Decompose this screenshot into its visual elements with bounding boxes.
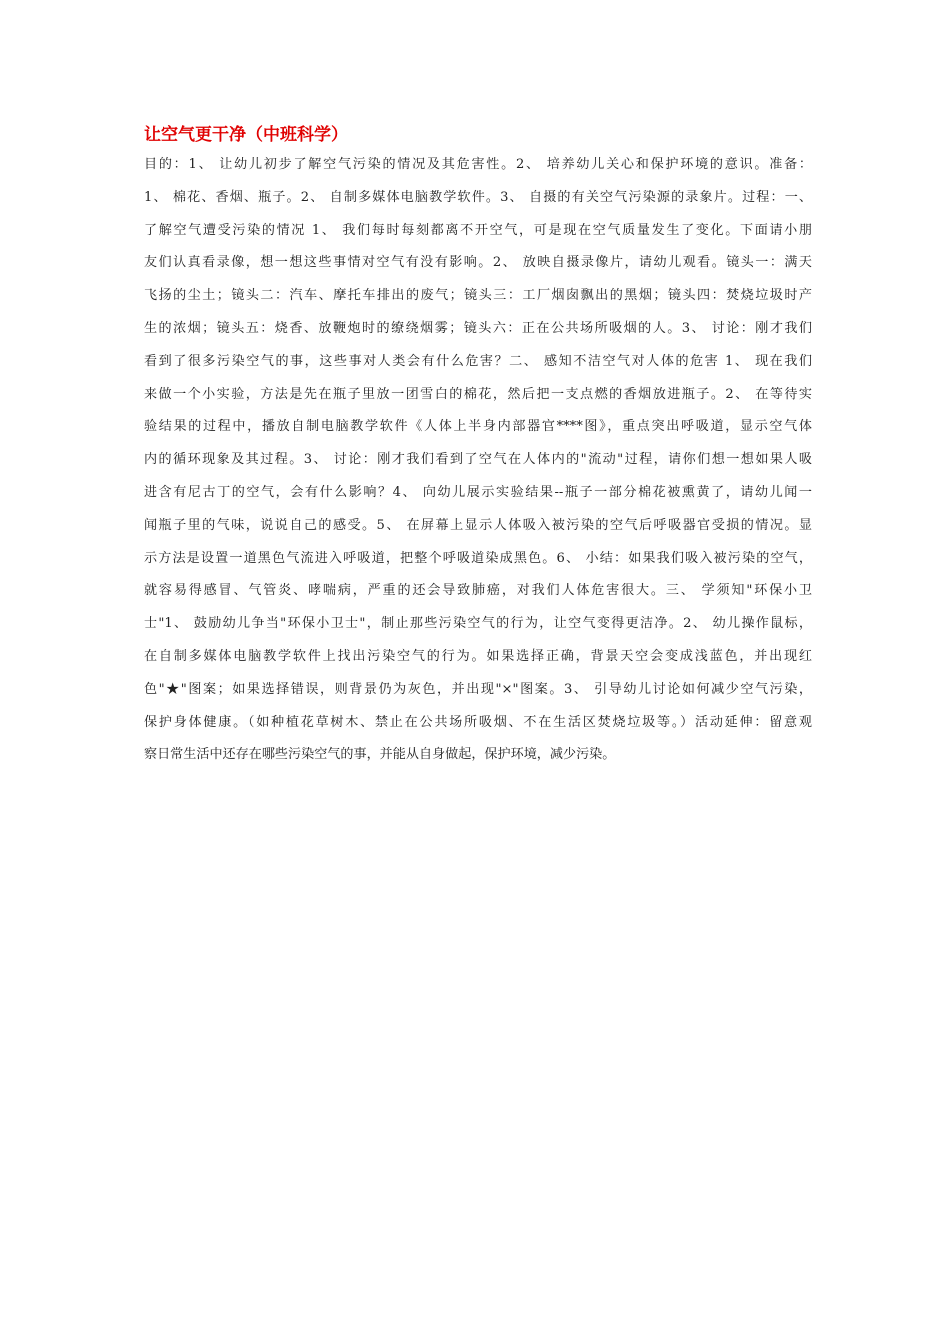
document-title: 让空气更干净（中班科学） bbox=[144, 125, 348, 145]
body-line-12: 闻瓶子里的气味，说说自己的感受。5、 在屏幕上显示人体吸入被污染的空气后呼吸器官受损的情况。显 bbox=[144, 517, 812, 533]
document-body bbox=[144, 149, 812, 772]
body-line-8: 来做一个小实验，方法是先在瓶子里放一团雪白的棉花，然后把一支点燃的香烟放进瓶子。2、 在等待实 bbox=[144, 386, 812, 402]
body-line-16: 在自制多媒体电脑教学软件上找出污染空气的行为。如果选择正确，背景天空会变成浅蓝色，并出现红 bbox=[144, 648, 812, 664]
body-line-15: 士"1、 鼓励幼儿争当"环保小卫士"，制止那些污染空气的行为，让空气变得更洁净。2、 幼儿操作鼠标， bbox=[144, 616, 812, 632]
body-line-3: 了解空气遭受污染的情况 1、 我们每时每刻都离不开空气，可是现在空气质量发生了变化。下面请小朋 bbox=[144, 222, 812, 238]
body-line-2: 1、 棉花、香烟、瓶子。2、 自制多媒体电脑教学软件。3、 自摄的有关空气污染源的录象片。过程：一、 bbox=[144, 189, 812, 205]
body-line-5: 飞扬的尘土；镜头二：汽车、摩托车排出的废气；镜头三：工厂烟囱飘出的黑烟；镜头四：焚烧垃圾时产 bbox=[144, 288, 812, 304]
body-line-1: 目的：1、 让幼儿初步了解空气污染的情况及其危害性。2、 培养幼儿关心和保护环境的意识。准备： bbox=[144, 157, 812, 172]
body-line-6: 生的浓烟；镜头五：烧香、放鞭炮时的缭绕烟雾；镜头六：正在公共场所吸烟的人。3、 讨论：刚才我们 bbox=[144, 320, 812, 336]
body-line-14: 就容易得感冒、气管炎、哮喘病，严重的还会导致肺癌，对我们人体危害很大。三、 学须知"环保小卫 bbox=[144, 583, 812, 599]
body-line-19: 察日常生活中还存在哪些污染空气的事，并能从自身做起，保护环境，减少污染。 bbox=[144, 747, 616, 763]
body-line-7: 看到了很多污染空气的事，这些事对人类会有什么危害？二、 感知不洁空气对人体的危害 1、 现在我们 bbox=[144, 353, 812, 369]
body-line-10: 内的循环现象及其过程。3、 讨论：刚才我们看到了空气在人体内的"流动"过程，请你们想一想如果人吸 bbox=[144, 452, 812, 468]
body-line-18: 保护身体健康。（如种植花草树木、禁止在公共场所吸烟、不在生活区焚烧垃圾等。）活动延伸：留意观 bbox=[144, 714, 812, 730]
body-line-4: 友们认真看录像，想一想这些事情对空气有没有影响。2、 放映自摄录像片，请幼儿观看。镜头一：满天 bbox=[144, 255, 812, 271]
body-line-9: 验结果的过程中，播放自制电脑教学软件《人体上半身内部器官****图》，重点突出呼吸道，显示空气体 bbox=[144, 419, 812, 435]
body-line-11: 进含有尼古丁的空气，会有什么影响？4、 向幼儿展示实验结果--瓶子一部分棉花被熏黄了，请幼儿闻一 bbox=[144, 484, 812, 500]
body-line-13: 示方法是设置一道黑色气流进入呼吸道，把整个呼吸道染成黑色。6、 小结：如果我们吸入被污染的空气， bbox=[144, 550, 812, 566]
body-line-17: 色"★"图案；如果选择错误，则背景仍为灰色，并出现"×"图案。3、 引导幼儿讨论如何减少空气污染， bbox=[144, 681, 812, 697]
